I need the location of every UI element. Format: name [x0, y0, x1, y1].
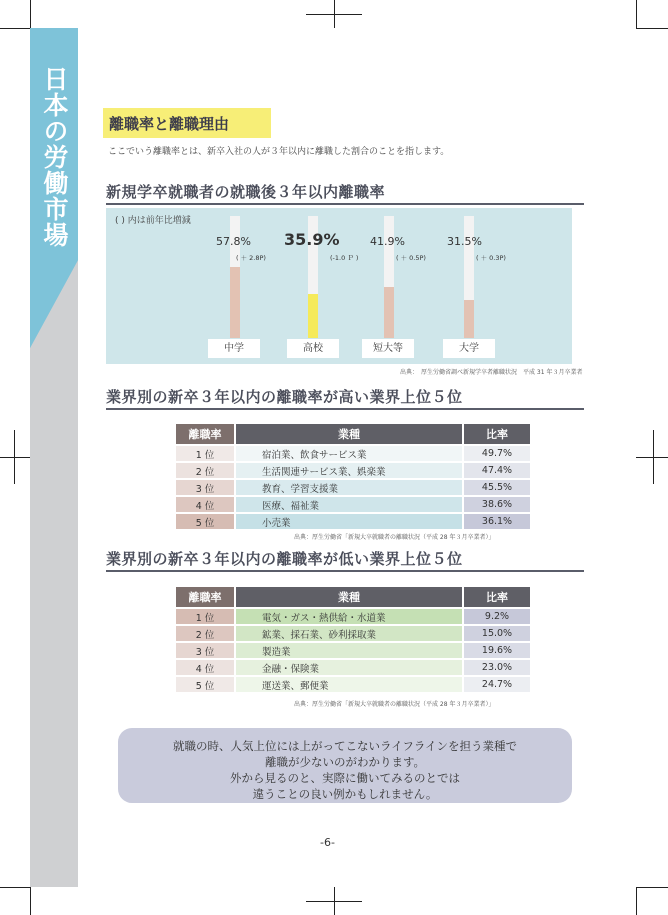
header-rate: 比率	[464, 424, 530, 444]
industry-cell: 宿泊業、飲食サービス業	[236, 446, 462, 461]
rate-cell: 49.7%	[464, 446, 530, 461]
rank-cell: 3 位	[176, 480, 234, 495]
rate-cell: 36.1%	[464, 514, 530, 529]
table-high-heading: 業界別の新卒３年以内の離職率が高い業界上位５位	[106, 388, 463, 406]
bar-value-label: 35.9%	[284, 230, 340, 249]
divider	[106, 203, 584, 205]
table-row	[176, 497, 530, 512]
divider	[106, 408, 584, 410]
header-rate: 比率	[464, 587, 530, 607]
bar	[230, 267, 240, 338]
rate-cell: 47.4%	[464, 463, 530, 478]
bar-value-label: 41.9%	[370, 235, 405, 248]
rank-cell: 3 位	[176, 643, 234, 658]
intro-text: ここでいう離職率とは、新卒入社の人が３年以内に離職した割合のことを指します。	[108, 147, 450, 157]
rank-cell: 1 位	[176, 609, 234, 624]
side-band-gray	[30, 260, 78, 887]
header-rank: 離職率	[176, 424, 234, 444]
chart-note: ( ) 内は前年比増減	[115, 216, 191, 226]
table-row	[176, 609, 530, 624]
industry-cell: 電気・ガス・熱供給・水道業	[236, 609, 462, 624]
section-heading-text: 離職率と離職理由	[109, 115, 230, 133]
table-row	[176, 480, 530, 495]
table-row	[176, 463, 530, 478]
comment-line: 外から見るのと、実際に働いてみるのとでは	[230, 771, 460, 785]
rate-cell: 23.0%	[464, 660, 530, 675]
table-high-source: 出典：厚生労働省「新規大卒就職者の離職状況（平成 28 年３月卒業者）」	[294, 534, 495, 541]
comment-line: 離職が少ないのがわかります。	[264, 755, 426, 769]
industry-cell: 鉱業、採石業、砂利採取業	[236, 626, 462, 641]
rate-cell: 38.6%	[464, 497, 530, 512]
category-label: 大学	[443, 339, 495, 358]
rate-cell: 9.2%	[464, 609, 530, 624]
comment-line: 違うことの良い例かもしれません。	[252, 787, 438, 801]
comment-line: 就職の時、人気上位には上がってこないライフラインを担う業種で	[173, 739, 517, 753]
bar	[464, 300, 474, 338]
category-label: 短大等	[362, 339, 414, 358]
rank-cell: 4 位	[176, 497, 234, 512]
side-title: 日本の労働市場	[40, 66, 69, 248]
rate-cell: 19.6%	[464, 643, 530, 658]
table-row	[176, 626, 530, 641]
bar	[384, 287, 394, 338]
table-row	[176, 643, 530, 658]
table-row	[176, 446, 530, 461]
rate-cell: 15.0%	[464, 626, 530, 641]
bar-change-label: ( ＋ 0.5P)	[396, 254, 426, 262]
bar	[308, 294, 318, 338]
table-low-heading: 業界別の新卒３年以内の離職率が低い業界上位５位	[106, 550, 463, 568]
industry-cell: 小売業	[236, 514, 462, 529]
header-industry: 業種	[236, 424, 462, 444]
bar-value-label: 57.8%	[216, 235, 251, 248]
industry-cell: 運送業、郵便業	[236, 677, 462, 692]
industry-cell: 教育、学習支援業	[236, 480, 462, 495]
industry-cell: 金融・保険業	[236, 660, 462, 675]
rank-cell: 1 位	[176, 446, 234, 461]
table-row	[176, 677, 530, 692]
header-rank: 離職率	[176, 587, 234, 607]
rate-cell: 24.7%	[464, 677, 530, 692]
chart-heading: 新規学卒就職者の就職後３年以内離職率	[106, 183, 386, 201]
bar-value-label: 31.5%	[447, 235, 482, 248]
category-label: 中学	[208, 339, 260, 358]
page-number: -6-	[320, 836, 335, 849]
rank-cell: 2 位	[176, 626, 234, 641]
rank-cell: 5 位	[176, 677, 234, 692]
rate-cell: 45.5%	[464, 480, 530, 495]
bar-change-label: ( ＋ 2.8P)	[236, 254, 266, 262]
table-low-source: 出典：厚生労働省「新規大卒就職者の離職状況（平成 28 年３月卒業者）」	[294, 701, 495, 708]
low-rate-table	[174, 585, 532, 694]
rank-cell: 5 位	[176, 514, 234, 529]
industry-cell: 生活関連サービス業、娯楽業	[236, 463, 462, 478]
table-row	[176, 514, 530, 529]
section-heading	[103, 108, 271, 138]
chart-source: 出典： 厚生労働省調べ新規学卒者離職状況 平成 31 年３月卒業者	[400, 369, 583, 376]
table-row	[176, 660, 530, 675]
bar-change-label: (-1.0 Ｐ )	[330, 254, 359, 262]
category-label: 高校	[287, 339, 339, 358]
comment-box	[118, 728, 572, 803]
rank-cell: 4 位	[176, 660, 234, 675]
header-industry: 業種	[236, 587, 462, 607]
high-rate-table	[174, 422, 532, 531]
divider	[106, 570, 584, 572]
rank-cell: 2 位	[176, 463, 234, 478]
industry-cell: 医療、福祉業	[236, 497, 462, 512]
bar-change-label: ( ＋ 0.3P)	[476, 254, 506, 262]
industry-cell: 製造業	[236, 643, 462, 658]
